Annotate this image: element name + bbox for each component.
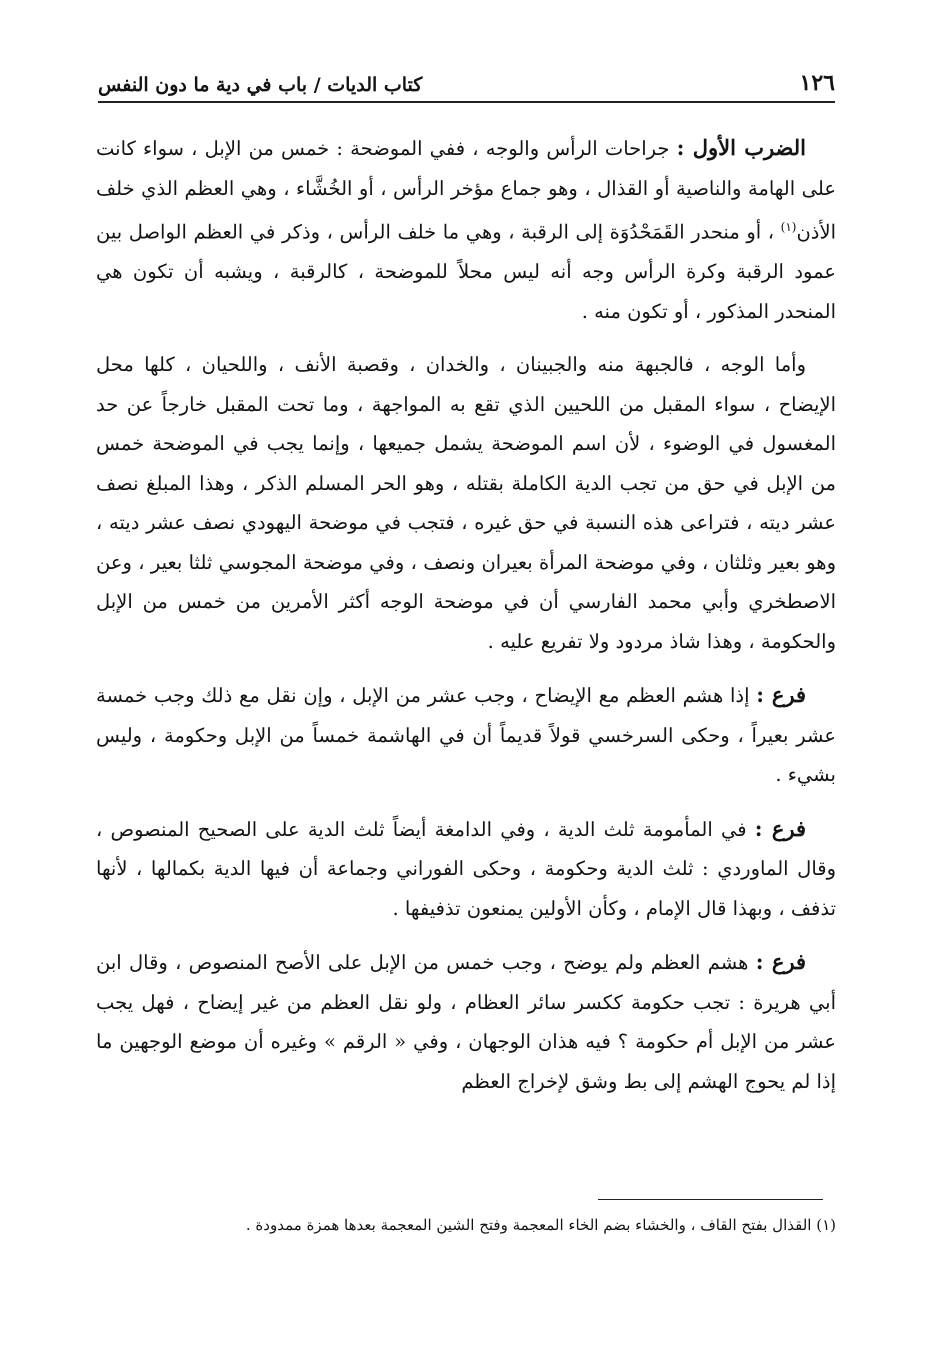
running-title: كتاب الديات / باب في دية ما دون النفس (98, 74, 423, 96)
footnote-separator (598, 1199, 823, 1200)
header-rule (98, 101, 835, 103)
main-text (96, 128, 836, 1115)
footnote-reference[interactable]: (١) (780, 220, 797, 234)
paragraph-text-continued: ، أو منحدر القَمَحْدُوَة إلى الرقبة ، وهي ما خلف الرأس ، وذكر في العظم الواصل بين عمود الرقبة وكرة الرأس وجه أنه ليس محلاً للموضحة ، كالرقبة ، ويشبه أن تكون هي المنحدر المذكور ، أو تكون منه . (96, 220, 836, 323)
paragraph-lead: فرع : (756, 682, 807, 707)
page-number: ١٢٦ (799, 70, 835, 96)
footnote-text: القذال بفتح القاف ، والخشاء بضم الخاء المعجمة وفتح الشين المعجمة بعدها همزة ممدودة . (245, 1216, 812, 1234)
paragraph-2: وأما الوجه ، فالجبهة منه والجبينان ، والخدان ، وقصبة الأنف ، واللحيان ، كلها محل الإيضاح ، سواء المقبل من اللحيين الذي تقع به المواجهة ، وما تحت المقبل خارجاً عن حد المغسول في الوضوء ، لأن اسم الموضحة يشمل جميعها ، وإنما يجب في الموضحة خمس من الإبل في حق من تجب الدية الكاملة بقتله ، وهو الحر المسلم الذكر ، وهذا المبلغ نصف عشر ديته ، فتراعى هذه النسبة في حق غيره ، فتجب في موضحة اليهودي نصف عشر ديته ، وهو بعير وثلثان ، وفي موضحة المرأة بعيران ونصف ، وفي موضحة المجوسي ثلثا بعير ، وعن الاصطخري وأبي محمد الفارسي أن في موضحة الوجه أكثر الأمرين من خمس من الإبل والحكومة ، وهذا شاذ مردود ولا تفريع عليه . (96, 353, 836, 653)
footnote-mark: (١) (816, 1216, 836, 1234)
paragraph-text: هشم العظم ولم يوضح ، وجب خمس من الإبل على الأصح المنصوص ، وقال ابن أبي هريرة : تجب حكومة ككسر سائر العظام ، ولو نقل العظم من غير إيضاح ، فهل يجب عشر من الإبل أم حكومة ؟ فيه هذان الوجهان ، وفي « الرقم » وغيره أن موضع الوجهين ما إذا لم يحوج الهشم إلى بط وشق لإخراج العظم (96, 951, 836, 1093)
paragraph-lead: فرع : (755, 949, 807, 974)
footnote (120, 1212, 836, 1238)
paragraph-text: في المأمومة ثلث الدية ، وفي الدامغة أيضاً ثلث الدية على الصحيح المنصوص ، وقال الماوردي : ثلث الدية وحكومة ، وحكى الفوراني وجماعة أن فيها الدية بكمالها ، لأنها تذفف ، وبهذا قال الإمام ، وكأن الأولين يمنعون تذفيفها . (96, 817, 836, 920)
page-header (98, 62, 835, 96)
paragraph-lead: الضرب الأول : (676, 135, 807, 160)
paragraph-text: جراحات الرأس والوجه ، ففي الموضحة : خمس من الإبل ، سواء كانت على الهامة والناصية أو القذال ، وهو جماع مؤخر الرأس ، أو الخُشَّاء ، وهي العظم الذي خلف الأذن (96, 137, 836, 244)
paragraph-1 (96, 128, 836, 331)
paragraph-lead: فرع : (754, 815, 807, 841)
paragraph-3 (96, 675, 836, 795)
paragraph-4 (96, 809, 836, 929)
paragraph-5 (96, 942, 836, 1101)
paragraph-text: إذا هشم العظم مع الإيضاح ، وجب عشر من الإبل ، وإن نقل مع ذلك وجب خمسة عشر بعيراً ، وحكى السرخسي قولاً قديماً أن في الهاشمة خمساً من الإبل وحكومة ، وليس بشيء . (96, 684, 836, 786)
